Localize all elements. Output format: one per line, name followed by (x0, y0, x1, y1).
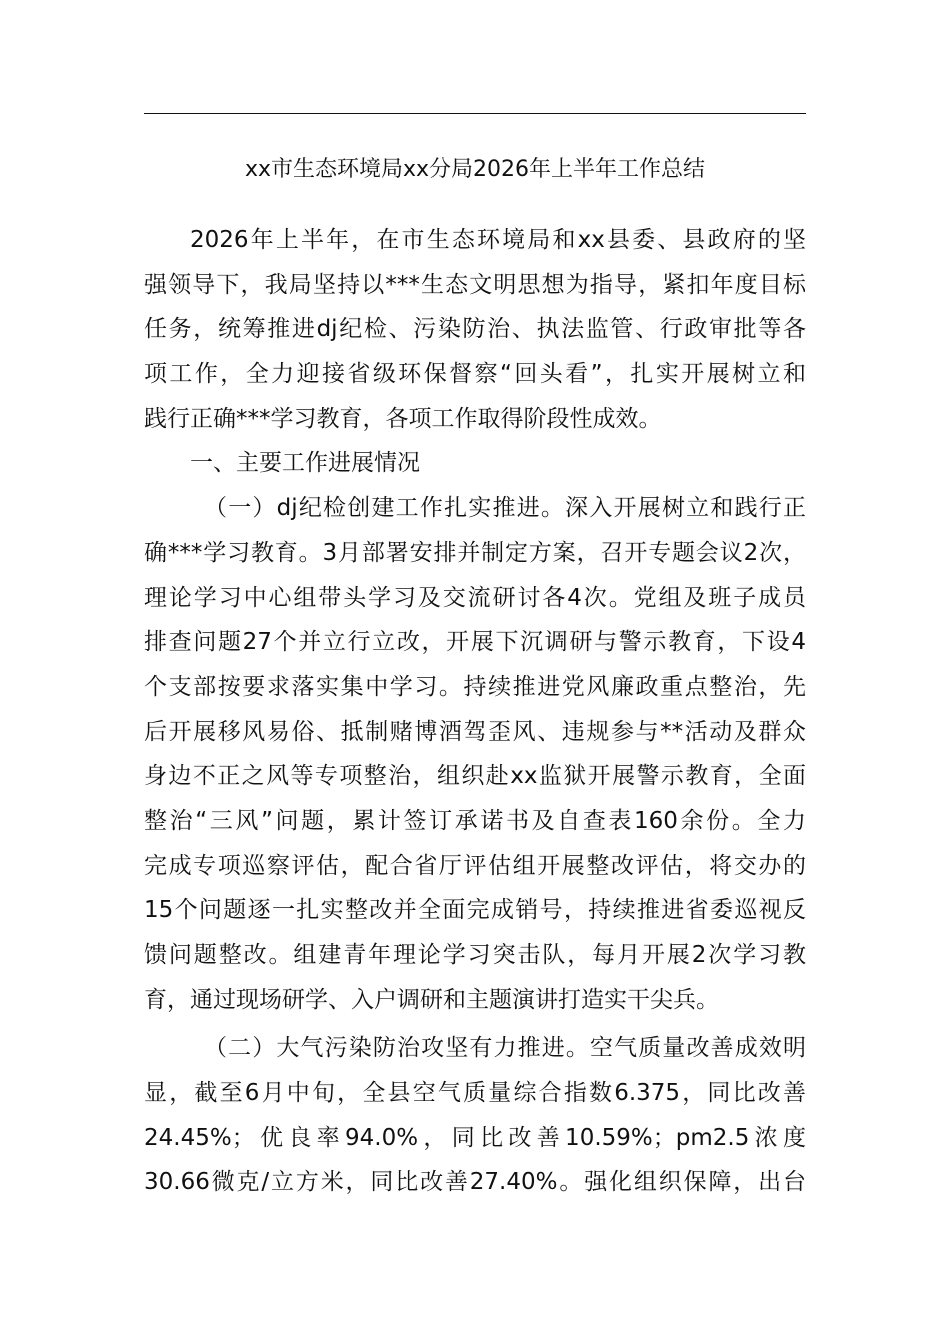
document-body (144, 218, 806, 1205)
paragraph-section-1-1 (144, 486, 806, 1022)
text-line: 任务，统筹推进dj纪检、污染防治、执法监管、行政审批等各 (144, 316, 806, 343)
header-rule (144, 113, 806, 114)
text-line: 15个问题逐一扎实整改并全面完成销号，持续推进省委巡视反 (144, 897, 806, 924)
text-line: 2026年上半年，在市生态环境局和xx县委、县政府的坚 (190, 227, 806, 253)
text-line: 后开展移风易俗、抵制赌博酒驾歪风、违规参与**活动及群众 (144, 718, 806, 745)
paragraph-section-1-2 (144, 1026, 806, 1205)
section-heading (144, 441, 806, 486)
text-line: 项工作，全力迎接省级环保督察“回头看”，扎实开展树立和 (144, 361, 806, 388)
text-line: 馈问题整改。组建青年理论学习突击队，每月开展2次学习教 (144, 942, 806, 968)
text-line: 完成专项巡察评估，配合省厅评估组开展整改评估，将交办的 (144, 852, 806, 879)
section-heading-text: 一、主要工作进展情况 (190, 450, 420, 477)
text-line: 强领导下，我局坚持以***生态文明思想为指导，紧扣年度目标 (144, 271, 806, 298)
text-line: （一）dj纪检创建工作扎实推进。深入开展树立和践行正 (204, 495, 806, 522)
text-line: 显，截至6月中旬，全县空气质量综合指数6.375，同比改善 (144, 1080, 806, 1107)
text-line: 确***学习教育。3月部署安排并制定方案，召开专题会议2次， (144, 539, 806, 566)
text-line: 践行正确***学习教育，各项工作取得阶段性成效。 (144, 405, 662, 432)
text-line: 30.66微克/立方米，同比改善27.40%。强化组织保障，出台 (144, 1169, 806, 1196)
text-line: 育，通过现场研学、入户调研和主题演讲打造实干尖兵。 (144, 986, 719, 1013)
text-line: 24.45%；优良率94.0%，同比改善10.59%；pm2.5浓度 (144, 1124, 806, 1151)
text-line: （二）大气污染防治攻坚有力推进。空气质量改善成效明 (204, 1035, 806, 1062)
text-line: 个支部按要求落实集中学习。持续推进党风廉政重点整治，先 (144, 673, 806, 700)
text-line: 理论学习中心组带头学习及交流研讨各4次。党组及班子成员 (144, 584, 806, 611)
document-title: xx市生态环境局xx分局2026年上半年工作总结 (244, 157, 706, 182)
paragraph-intro (144, 218, 806, 441)
text-line: 整治“三风”问题，累计签订承诺书及自查表160余份。全力 (144, 807, 806, 834)
text-line: 身边不正之风等专项整治，组织赴xx监狱开展警示教育，全面 (144, 763, 806, 790)
text-line: 排查问题27个并立行立改，开展下沉调研与警示教育，下设4 (144, 629, 806, 656)
